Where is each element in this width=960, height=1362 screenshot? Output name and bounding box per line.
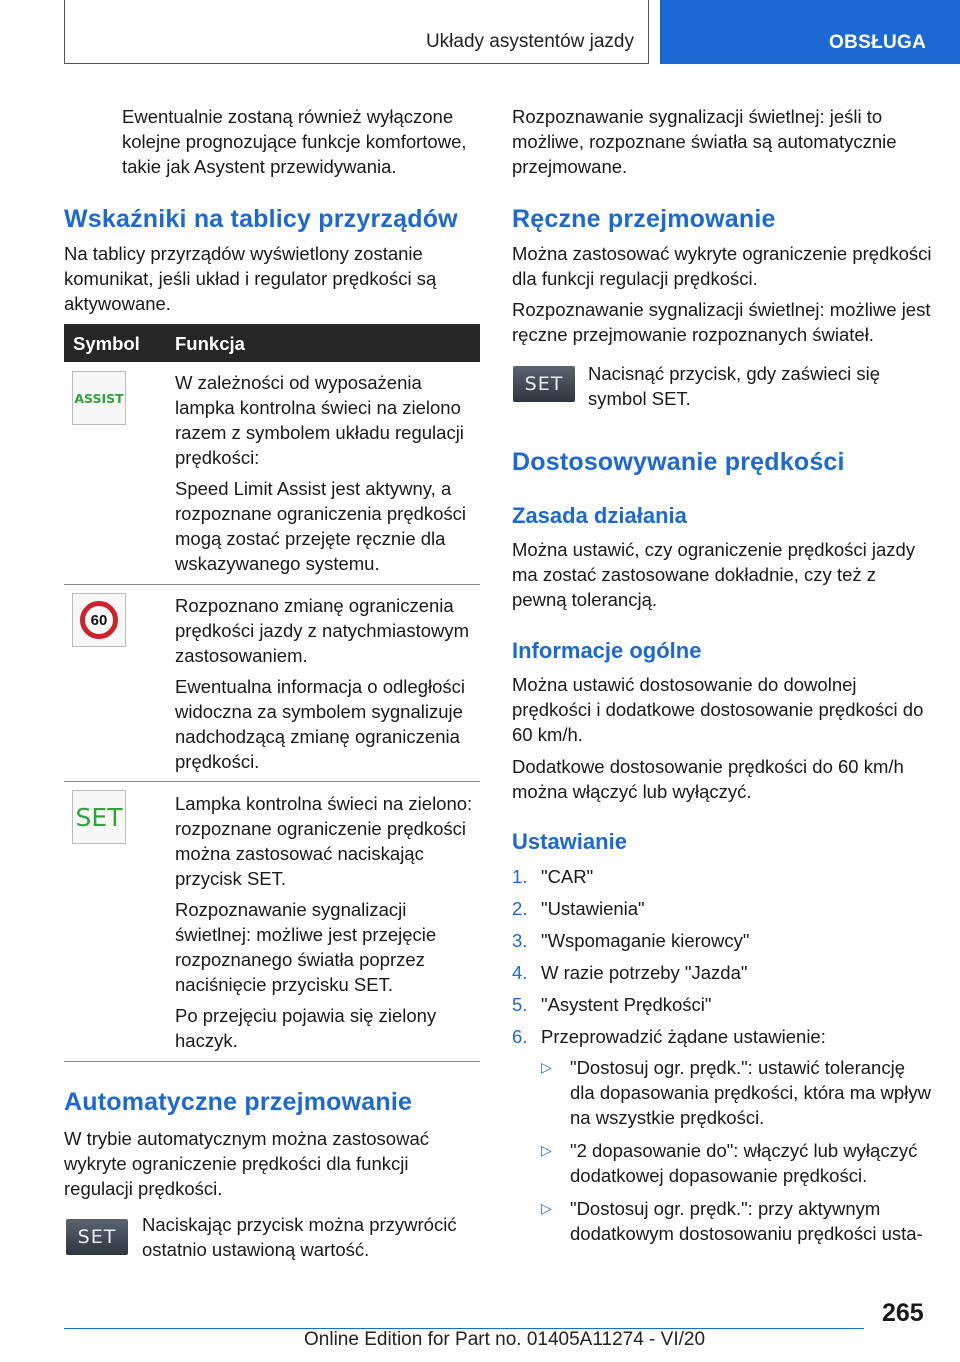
auto-button-note: Naciskając przycisk można przywrócić ostatnio ustawioną wartość. xyxy=(142,1214,457,1260)
table-header xyxy=(64,324,480,362)
table-row-assist: W zależności od wyposażenia lampka kontrolna świeci na zielono razem z symbolem układu regulacji prędkości: Speed Limit Assist jest aktywny, a rozpoznane ograniczenia prędkości mogą zostać przejęte ręcznie dla wskazywanego systemu. xyxy=(175,372,467,574)
list-item: 3. "Wspomaganie kierowcy" xyxy=(512,930,750,951)
list-item: 2. "Ustawienia" xyxy=(512,898,645,919)
list-item: 5. "Asystent Prędkości" xyxy=(512,994,712,1015)
indicators-text: Na tablicy przyrządów wyświetlony zostanie komunikat, jeśli układ i regulator prędkości są aktywowane. xyxy=(64,243,437,314)
header-section-box xyxy=(64,0,649,64)
general-text-2: Dodatkowe dostosowanie prędkości do 60 km/h można włączyć lub wyłączyć. xyxy=(512,756,904,802)
footer-edition: Online Edition for Part no. 01405A11274 - VI/20 xyxy=(304,1329,706,1350)
triangle-bullet-icon: ▷ xyxy=(541,1142,552,1158)
set-button-icon: SET xyxy=(66,1219,128,1255)
table-row-set: Lampka kontrolna świeci na zielono: rozpoznane ograniczenie prędkości można zastosować naciskając przycisk SET. Rozpoznawanie sygnalizacji świetlnej: możliwe jest przejęcie rozpoznanego światła poprzez naciśnięcie przycisku SET. Po przejęciu pojawia się zielony haczyk. xyxy=(175,793,473,1051)
section-title: Układy asystentów jazdy xyxy=(425,31,634,52)
col-function: Funkcja xyxy=(175,333,245,354)
manual-button-note: Nacisnąć przycisk, gdy zaświeci się symbol SET. xyxy=(588,363,880,409)
heading-indicators: Wskaźniki na tablicy przyrządów xyxy=(64,205,458,233)
heading-auto: Automatyczne przejmowanie xyxy=(64,1088,413,1116)
auto-text: W trybie automatycznym można zastosować wykryte ograniczenie prędkości dla funkcji regulacji prędkości. xyxy=(64,1128,429,1199)
triangle-bullet-icon: ▷ xyxy=(541,1200,552,1216)
list-item: 1. "CAR" xyxy=(512,866,594,887)
manual-text-2: Rozpoznawanie sygnalizacji świetlnej: możliwe jest ręczne przejmowanie rozpoznanych świateł. xyxy=(512,299,931,345)
heading-principle: Zasada działania xyxy=(512,503,687,528)
triangle-bullet-icon: ▷ xyxy=(541,1059,552,1075)
heading-general: Informacje ogólne xyxy=(512,638,702,663)
speed-limit-sign-icon: 60 xyxy=(72,593,126,647)
heading-setting: Ustawianie xyxy=(512,829,627,854)
list-item: 4. W razie potrzeby "Jazda" xyxy=(512,962,748,983)
manual-text-1: Można zastosować wykryte ograniczenie prędkości dla funkcji regulacji prędkości. xyxy=(512,243,932,289)
list-item: 6. Przeprowadzić żądane ustawienie: ▷ "Dostosuj ogr. prędk.": ustawić tolerancję dla dopasowania prędkości, która ma wpływ na wszystkie prędkości. ▷ "2 dopasowanie do": włączyć lub wyłączyć dodatkowej dopasowanie prędkości. ▷ "Dostosuj ogr. prędk.": przy aktywnym dodatkowym dostosowaniu prędkości usta- xyxy=(512,1026,931,1244)
sub-steps xyxy=(541,1055,932,1246)
heading-manual: Ręczne przejmowanie xyxy=(512,205,776,233)
sub-list-item: ▷ "2 dopasowanie do": włączyć lub wyłączyć dodatkowej dopasowanie prędkości. xyxy=(541,1140,918,1186)
set-button-icon: SET xyxy=(513,366,575,402)
left-intro: Ewentualnie zostaną również wyłączone kolejne prognozujące funkcje komfortowe, takie jak Asystent przewidywania. xyxy=(122,106,467,177)
table-divider xyxy=(64,1061,480,1062)
sub-list-item: ▷ "Dostosuj ogr. prędk.": przy aktywnym dodatkowym dostosowaniu prędkości usta- xyxy=(541,1198,923,1244)
setting-steps xyxy=(512,864,932,1254)
table-divider xyxy=(64,584,480,585)
set-indicator-icon: SET xyxy=(72,790,126,844)
principle-text: Można ustawić, czy ograniczenie prędkości jazdy ma zostać zastosowane dokładnie, czy też z pewną tolerancją. xyxy=(512,539,916,610)
assist-indicator-icon: ASSIST xyxy=(72,371,126,425)
general-text-1: Można ustawić dostosowanie do dowolnej prędkości i dodatkowe dostosowanie prędkości do 60 km/h. xyxy=(512,674,924,745)
chapter-tab[interactable] xyxy=(660,0,960,64)
table-row-speed-limit: Rozpoznano zmianę ograniczenia prędkości jazdy z natychmiastowym zastosowaniem. Ewentualna informacja o odległości widoczna za symbolem sygnalizuje nadchodzącą zmianę ograniczenia prędkości. xyxy=(175,595,470,772)
sub-list-item: ▷ "Dostosuj ogr. prędk.": ustawić tolerancję dla dopasowania prędkości, która ma wpływ na wszystkie prędkości. xyxy=(541,1057,931,1128)
chapter-tab-label: OBSŁUGA xyxy=(829,32,927,53)
page-number: 265 xyxy=(882,1299,924,1327)
table-divider xyxy=(64,781,480,782)
right-intro: Rozpoznawanie sygnalizacji świetlnej: jeśli to możliwe, rozpoznane światła są automatycznie przejmowane. xyxy=(512,106,897,177)
col-symbol: Symbol xyxy=(73,333,140,354)
heading-adjust: Dostosowywanie prędkości xyxy=(512,448,845,476)
